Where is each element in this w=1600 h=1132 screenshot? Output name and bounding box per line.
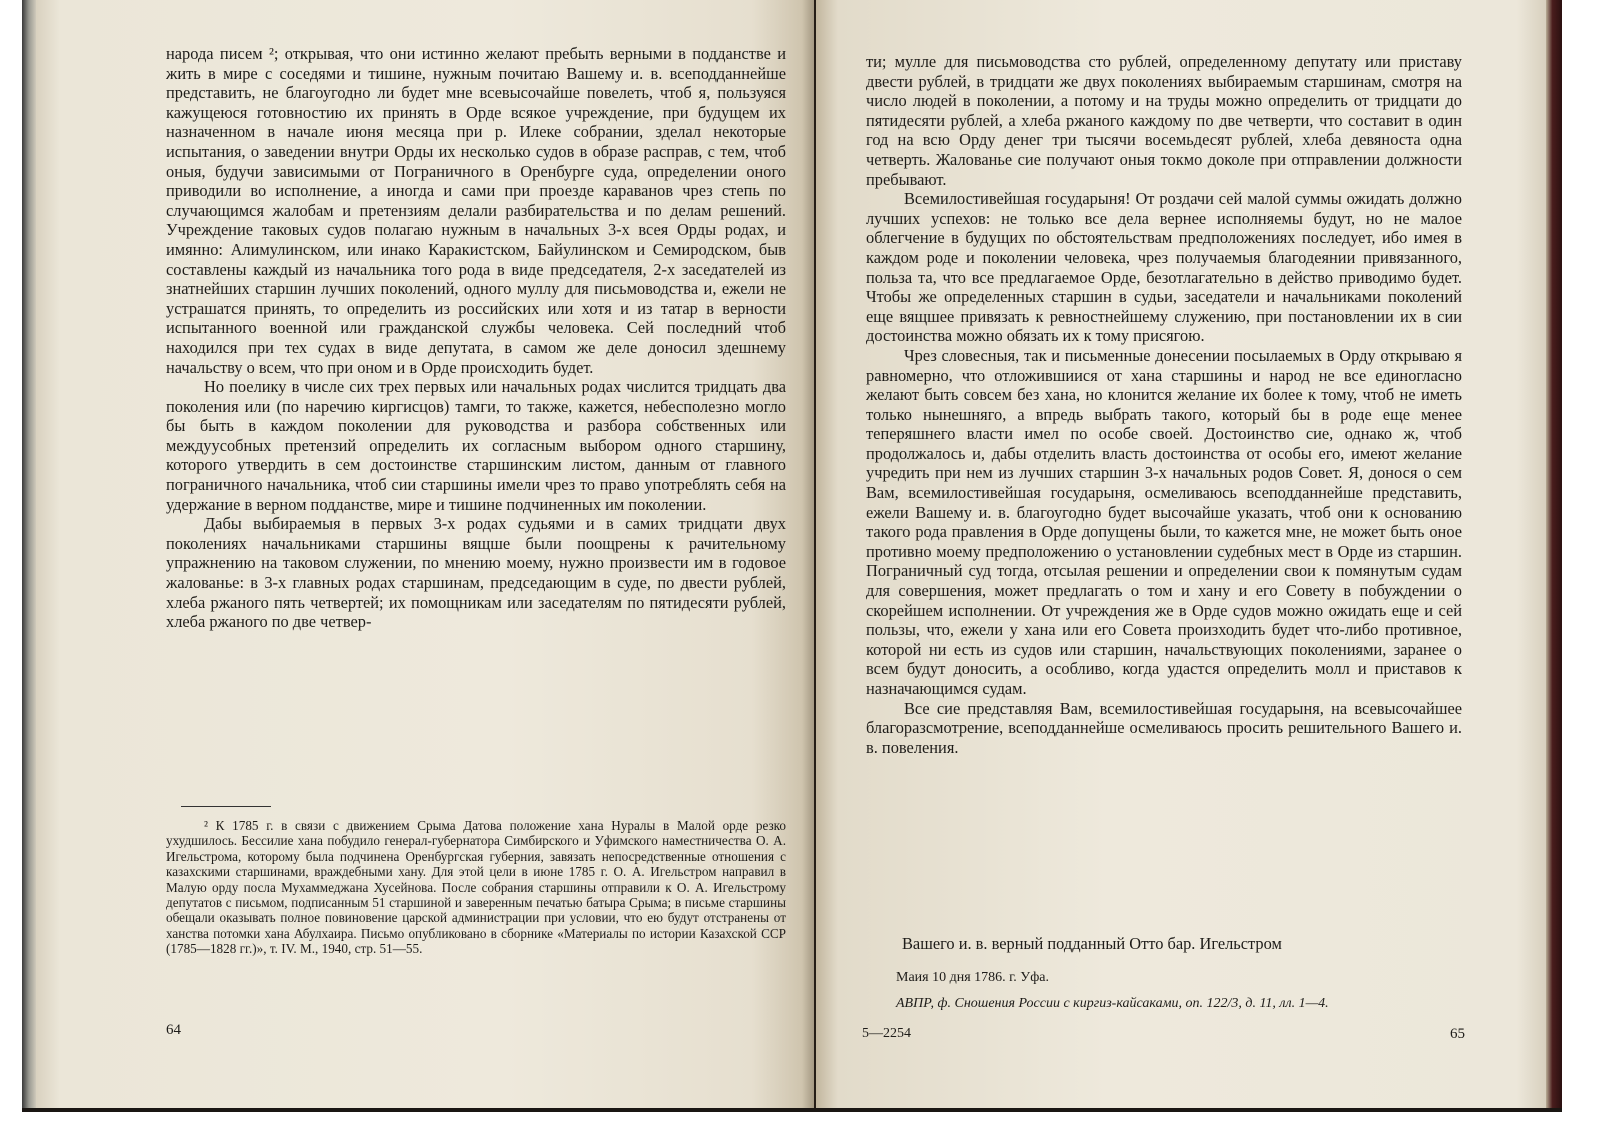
- book-edge-left: [22, 0, 36, 1108]
- right-page: [816, 0, 1546, 1108]
- right-paragraph-3: Чрез словесныя, так и письменные донесении посылаемых в Орду открываю я равномерно, что отложившиися от хана старшины и народ не все единогласно желают быть совсем без хана, но клонится желание их более к тому, чтоб не иметь только нынешняго, а впредь выбрать такого, который бы в роде еще менее теперяшнего власти имел по особе своей. Достоинство сие, однако ж, чтоб продолжалось и, дабы отделить власть достоинства от особы его, имеют желание учредить при нем из лучших старшин 3-х начальных родов Совет. Я, донося о сем Вам, всемилостивейшая государыня, осмеливаюсь всеподданнейше представить, ежели Вашему и. в. благоугодно будет высочайше указать, чтоб они к основанию такого рода правления в Орде допущены были, то кажется мне, не может быть оное противно моему предположению о установлении судебных мест в Орде из старшин. Пограничный суд тогда, отсылая решении и определении свои к помянутым судам для совершения, может предлагать о том и хану и его Совету в побуждении о скорейшем исполнении. От учреждения же в Орде судов можно ожидать еще и сей пользы, что, ежели у хана или его Совета произходить будет что-либо противное, которой ни есть из судов или старшин, начальствующих поколениями, заранее о всем будут доносить, а особливо, когда удастся определить молл и приставов к назначающимся судам.: [866, 345, 1462, 698]
- right-paragraph-4: Все сие представляя Вам, всемилостивейшая государыня, на всевысочайшее благоразсмотрение, всеподданнейше осмеливаюсь просить решительного Вашего и. в. повеления.: [866, 698, 1462, 757]
- left-paragraph-2: Но поелику в числе сих трех первых или начальных родах числится тридцать два поколения или (по наречию киргисцов) тамги, то также, кажется, небесполезно могло бы быть в каждом поколении для руководства и разбора собственных или междуусобных претензий определить их согласным выбором одного старшину, которого утвердить в сем достоинстве старшинским листом, данным от главного пограничного начальника, чтоб сии старшины имели чрез то право употреблять себя на удержание в верном подданстве, мире и тишине подчиненных им поколении.: [166, 377, 786, 514]
- open-book: [22, 0, 1562, 1112]
- left-page-body: [166, 44, 786, 632]
- footnote-divider: [181, 806, 271, 807]
- left-page-number: 64: [166, 1022, 181, 1038]
- right-paragraph-2: Всемилостивейшая государыня! От роздачи сей малой суммы ожидать должно лучших успехов: не только все дела вернее исполняемы будут, но не малое облегчение в будущих по обстоятельствам предположениях последует, ибо имея в каждом роде и поколении человека, чрез получаемыя благодеянии привязанного, польза та, что все предлагаемое Орде, безотлагательно в действо приводимо будет. Чтобы же определенных старшин в судьи, заседатели и начальниками поколений еще вящшее привязать к ревностнейшему служению, при постановлении их в сии достоинства можно обязать их к тому присягою.: [866, 189, 1462, 346]
- left-paragraph-3: Дабы выбираемыя в первых 3-х родах судьями и в самих тридцати двух поколениях начальниками старшины вящше были поощрены к рачительному упражнению на таковом служении, по мнению моему, нужно произвести им в годовое жалованье: в 3-х главных родах старшинам, председающим в суде, по двести рублей, хлеба ржаного пять четвертей; их помощникам или заседателям по пятидесяти рублей, хлеба ржаного по две четвер-: [166, 514, 786, 632]
- book-edge-right: [1546, 0, 1562, 1108]
- left-paragraph-1: народа писем ²; открывая, что они истинно желают пребыть верными в подданстве и жить в мире с соседями и тишине, нужным почитаю Вашему и. в. всеподданнейше представить, не благоугодно ли будет мне всевысочайше повелеть, чтоб я, пользуяся кажущеюся готовностию их принять в Орде всякое учреждение, при будущем их назначенном в начале июня месяца при р. Илеке собрании, зделал некоторые испытания, о заведении внутри Орды их несколько судов в образе расправ, с тем, чтоб оныя, будучи зависимыми от Пограничного в Оренбурге суда, определении оного приводили во исполнение, а иногда и сами при проезде караванов чрез степь по случающимся жалобам и претензиям делали разбирательства и по делам решений. Учреждение таковых судов полагаю нужным в начальных 3-х всея Орды родах, и имянно: Алимулинском, или инако Каракистском, Байулинском и Семиродском, быв составлены каждый из начальника того рода в виде председателя, 2-х заседателей из знатнейших старшин лучших поколений, одного муллу для письмоводства и, ежели не устрашатся принять, то определить из российских или хотя и из татар в верности испытанного военной или гражданской службы человека. Сей последний чтоб находился при тех судах в виде депутата, в самом же деле доносил здешнему начальству о всем, что при оном и в Орде происходить будет.: [166, 44, 786, 377]
- printer-signature-mark: 5—2254: [862, 1026, 911, 1041]
- signature-line: Вашего и. в. верный подданный Отто бар. Игельстром: [902, 934, 1282, 953]
- date-place: Маия 10 дня 1786. г. Уфа.: [896, 970, 1050, 985]
- right-paragraph-1: ти; мулле для письмоводства сто рублей, определенному депутату или приставу двести рублей, в тридцати же двух поколениях выбираемым старшинам, смотря на число людей в поколении, а потому и на труды можно определить от тридцати до пятидесяти рублей, а хлеба ржаного каждому по две четверти, что составит в один год на всю Орду денег три тысячи восемьдесят рублей, хлеба девяноста одна четверть. Жалованье сие получают оныя токмо доколе при отправлении должности пребывают.: [866, 52, 1462, 189]
- footnote-text: ² К 1785 г. в связи с движением Срыма Датова положение хана Нуралы в Малой орде резко ухудшилось. Бессилие хана побудило генерал-губернатора Симбирского и Уфимского наместничества О. А. Игельстрома, которому была подчинена Оренбургская губерния, завязать непосредственные отношения с казахскими старшинами, враждебными хану. Для этой цели в июне 1785 г. О. А. Игельстром направил в Малую орду посла Мухаммеджана Хусейнова. После собрания старшины отправили к О. А. Игельстрому депутатов с письмом, подписанным 51 старшиной и заверенным печатью батыра Срыма; в письме старшины обещали оказывать полное повиновение царской администрации при условии, что ею будут отстранены от ханства потомки хана Абулхаира. Письмо опубликовано в сборнике «Материалы по истории Казахской ССР (1785—1828 гг.)», т. IV. М., 1940, стр. 51—55.: [166, 818, 786, 957]
- right-page-number: 65: [1450, 1026, 1465, 1042]
- left-page: [36, 0, 814, 1108]
- right-page-body: [866, 52, 1462, 757]
- footnote: [166, 818, 786, 957]
- archive-reference: АВПР, ф. Сношения России с киргиз-кайсаками, оп. 122/3, д. 11, лл. 1—4.: [896, 996, 1329, 1011]
